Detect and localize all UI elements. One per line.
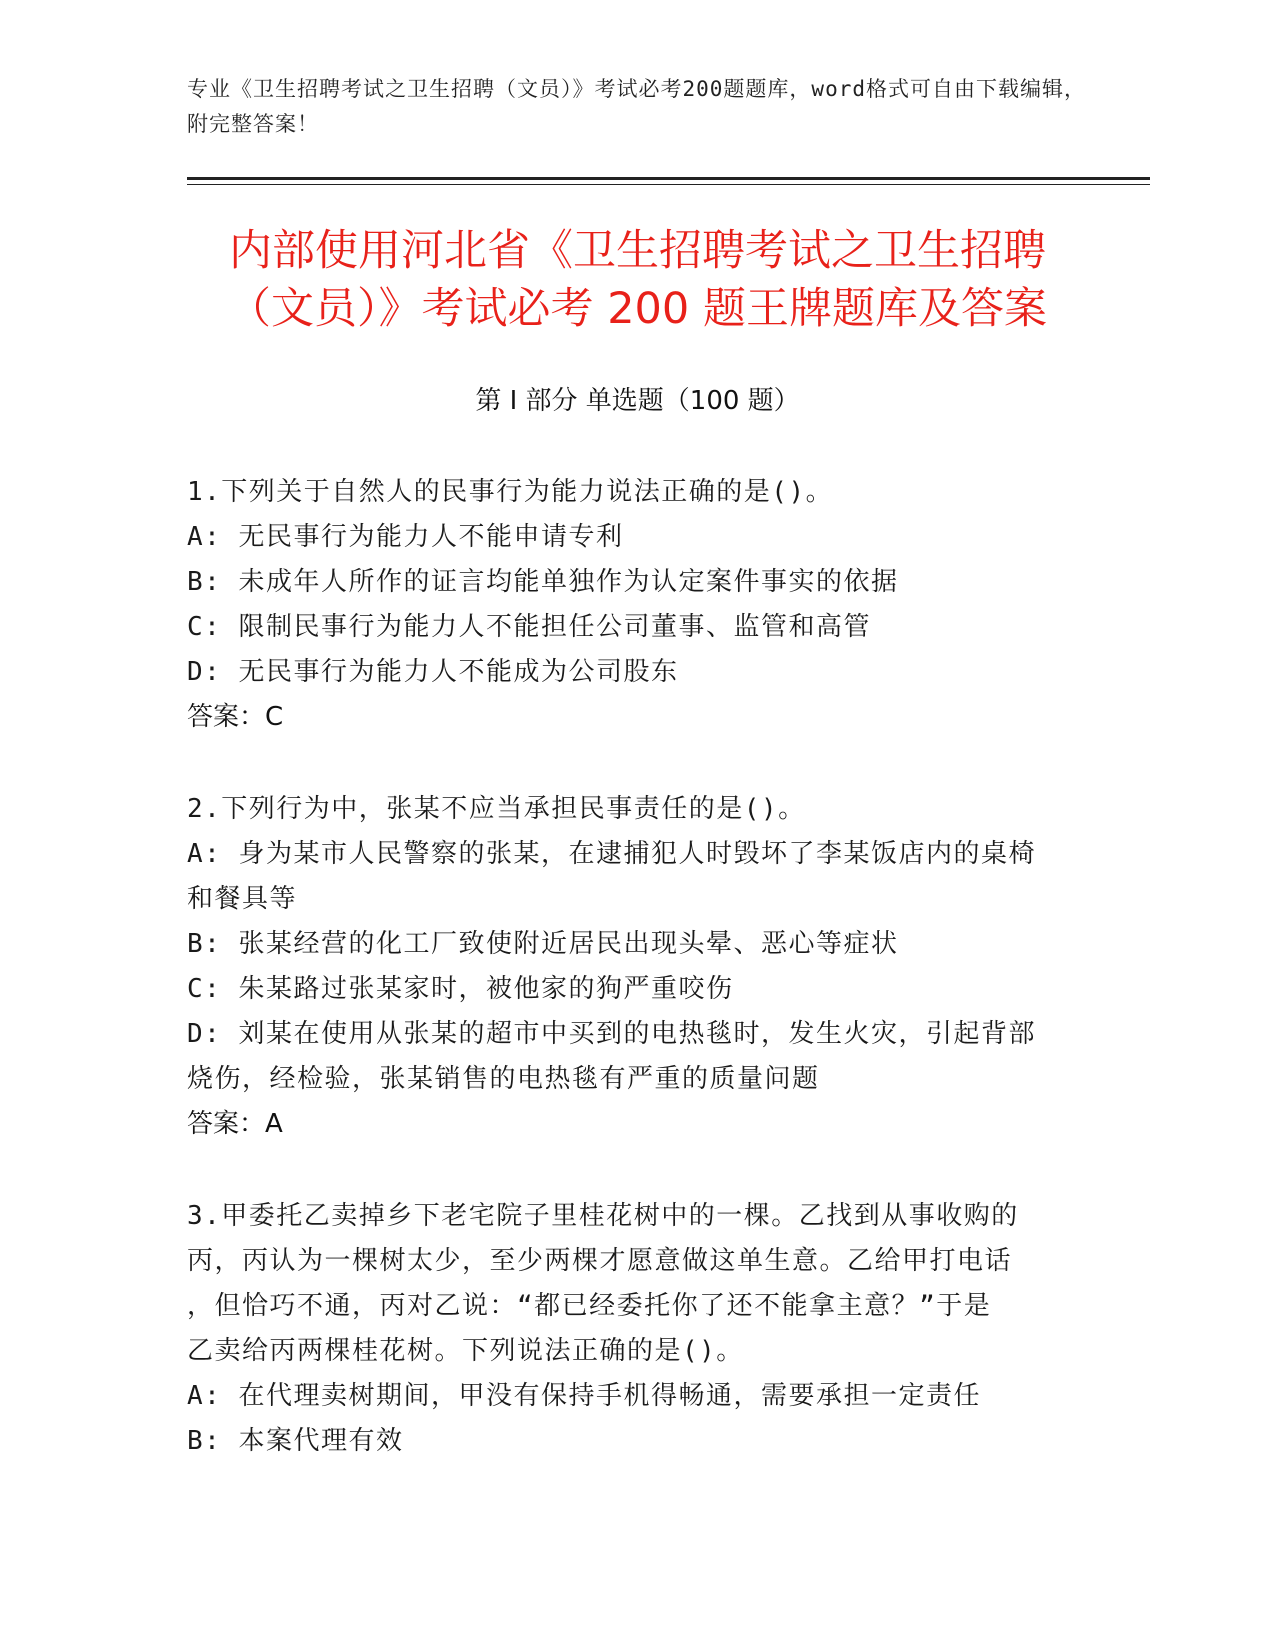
answer-option: [187, 967, 1087, 1012]
option-text-line: D: 刘某在使用从张某的超市中买到的电热毯时，发生火灾，引起背部: [187, 1019, 1036, 1049]
option-text-line: B: 本案代理有效: [187, 1426, 404, 1456]
question-stem-line: ，但恰巧不通，丙对乙说：“都已经委托你了还不能拿主意？”于是: [187, 1291, 992, 1321]
answer-option: [187, 515, 1087, 560]
answer-key: 答案：A: [187, 1109, 283, 1139]
question-stem-line: 3.甲委托乙卖掉乡下老宅院子里桂花树中的一棵。乙找到从事收购的: [187, 1201, 1019, 1231]
question-stem-line: 2.下列行为中，张某不应当承担民事责任的是()。: [187, 794, 806, 824]
answer-option: [187, 1374, 1087, 1419]
question-stem-line: 1.下列关于自然人的民事行为能力说法正确的是()。: [187, 477, 834, 507]
document-title: [150, 222, 1125, 338]
question-block: [187, 470, 1087, 740]
question-list: [187, 470, 1087, 1464]
answer-option: [187, 650, 1087, 695]
answer-option: [187, 922, 1087, 967]
answer-option: [187, 605, 1087, 650]
section-title: 第 I 部分 单选题（100 题）: [475, 386, 800, 416]
question-spacer: [187, 1147, 1087, 1194]
option-text-line: A: 身为某市人民警察的张某，在逮捕犯人时毁坏了李某饭店内的桌椅: [187, 839, 1036, 869]
option-text-line: B: 未成年人所作的证言均能单独作为认定案件事实的依据: [187, 567, 899, 597]
answer-option: [187, 832, 1087, 922]
option-text-line: A: 无民事行为能力人不能申请专利: [187, 522, 624, 552]
title-line-1: 内部使用河北省《卫生招聘考试之卫生招聘: [229, 226, 1046, 276]
question-spacer: [187, 740, 1087, 787]
answer-key: 答案：C: [187, 702, 284, 732]
header-note: 专业《卫生招聘考试之卫生招聘（文员）》考试必考200题题库，word格式可自由下载编辑，附完整答案！: [187, 77, 1086, 136]
header-rule-thick: [187, 177, 1150, 180]
question-stem-line: 丙，丙认为一棵树太少，至少两棵才愿意做这单生意。乙给甲打电话: [187, 1246, 1013, 1276]
option-text-line: 烧伤，经检验，张某销售的电热毯有严重的质量问题: [187, 1064, 820, 1094]
answer-option: [187, 560, 1087, 605]
option-text-line: D: 无民事行为能力人不能成为公司股东: [187, 657, 679, 687]
option-text-line: B: 张某经营的化工厂致使附近居民出现头晕、恶心等症状: [187, 929, 899, 959]
option-text-line: C: 朱某路过张某家时，被他家的狗严重咬伤: [187, 974, 734, 1004]
answer-option: [187, 1012, 1087, 1102]
question-stem-line: 乙卖给丙两棵桂花树。下列说法正确的是()。: [187, 1336, 744, 1366]
title-line-2: （文员）》考试必考 200 题王牌题库及答案: [228, 284, 1047, 334]
option-text-line: 和餐具等: [187, 884, 298, 914]
option-text-line: C: 限制民事行为能力人不能担任公司董事、监管和高管: [187, 612, 871, 642]
answer-option: [187, 1419, 1087, 1464]
question-block: [187, 787, 1087, 1147]
header-rule-thin: [187, 184, 1150, 185]
question-block: [187, 1194, 1087, 1464]
option-text-line: A: 在代理卖树期间，甲没有保持手机得畅通，需要承担一定责任: [187, 1381, 981, 1411]
